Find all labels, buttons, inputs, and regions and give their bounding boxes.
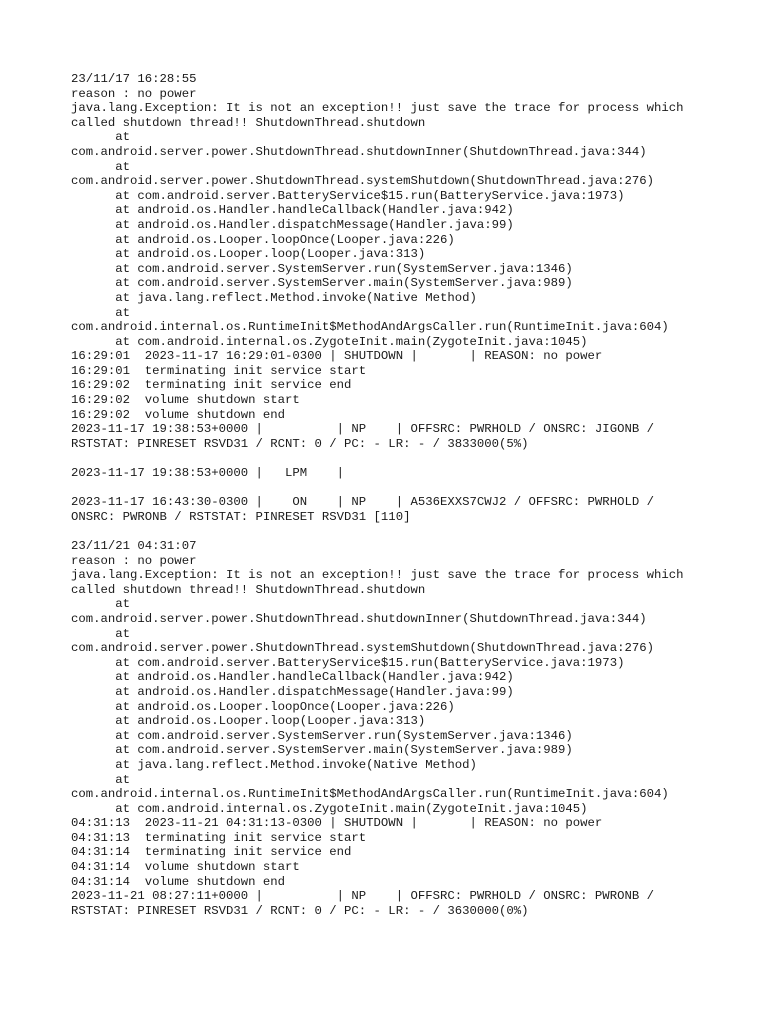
log-line: at android.os.Looper.loopOnce(Looper.java:226): [71, 232, 455, 247]
log-line: 23/11/21 04:31:07: [71, 539, 197, 553]
log-line: com.android.internal.os.RuntimeInit$MethodAndArgsCaller.run(RuntimeInit.java:604): [71, 787, 669, 802]
log-line: 2023-11-17 19:38:53+0000 | LPM |: [71, 466, 345, 481]
log-line: at com.android.internal.os.ZygoteInit.main(ZygoteInit.java:1045): [71, 801, 588, 816]
log-line: [71, 524, 751, 539]
log-line: 2023-11-21 08:27:11+0000 | | NP | OFFSRC: PWRHOLD / ONSRC: PWRONB /: [71, 889, 654, 904]
log-line: 16:29:02 volume shutdown start: [71, 393, 300, 408]
log-line: at com.android.server.SystemServer.main(SystemServer.java:989): [71, 276, 573, 291]
log-document: [71, 72, 751, 918]
log-line: com.android.server.power.ShutdownThread.shutdownInner(ShutdownThread.java:344): [71, 611, 647, 626]
log-line: at com.android.server.SystemServer.run(SystemServer.java:1346): [71, 261, 573, 276]
log-line: RSTSTAT: PINRESET RSVD31 / RCNT: 0 / PC: - LR: - / 3630000(0%): [71, 903, 529, 918]
log-line: at: [71, 626, 131, 641]
log-line: called shutdown thread!! ShutdownThread.shutdown: [71, 115, 426, 130]
log-line: 04:31:14 volume shutdown start: [71, 860, 300, 875]
log-line: [71, 481, 751, 496]
log-line: at com.android.server.BatteryService$15.run(BatteryService.java:1973): [71, 655, 625, 670]
log-line: 16:29:02 volume shutdown end: [71, 407, 286, 422]
log-line: RSTSTAT: PINRESET RSVD31 / RCNT: 0 / PC: - LR: - / 3833000(5%): [71, 436, 529, 451]
log-line: at android.os.Handler.handleCallback(Handler.java:942): [71, 203, 514, 218]
log-line: com.android.server.power.ShutdownThread.shutdownInner(ShutdownThread.java:344): [71, 144, 647, 159]
log-line: at java.lang.reflect.Method.invoke(Native Method): [71, 290, 477, 305]
log-line: at com.android.server.SystemServer.main(SystemServer.java:989): [71, 743, 573, 758]
log-line: 16:29:02 terminating init service end: [71, 378, 352, 393]
log-line: com.android.server.power.ShutdownThread.systemShutdown(ShutdownThread.java:276): [71, 174, 654, 189]
log-line: at: [71, 597, 131, 612]
log-line: at android.os.Looper.loop(Looper.java:313): [71, 714, 426, 729]
log-line: 16:29:01 2023-11-17 16:29:01-0300 | SHUTDOWN | | REASON: no power: [71, 349, 603, 364]
log-line: at android.os.Handler.dispatchMessage(Handler.java:99): [71, 217, 514, 232]
log-line: at: [71, 772, 131, 787]
log-line: 2023-11-17 19:38:53+0000 | | NP | OFFSRC: PWRHOLD / ONSRC: JIGONB /: [71, 422, 654, 437]
log-line: 04:31:13 terminating init service start: [71, 830, 367, 845]
log-line: at java.lang.reflect.Method.invoke(Native Method): [71, 757, 477, 772]
log-line: called shutdown thread!! ShutdownThread.shutdown: [71, 582, 426, 597]
log-line: at android.os.Handler.handleCallback(Handler.java:942): [71, 670, 514, 685]
log-line: 04:31:14 terminating init service end: [71, 845, 352, 860]
log-line: reason : no power: [71, 553, 197, 568]
log-line: 04:31:14 volume shutdown end: [71, 874, 286, 889]
log-line: at: [71, 130, 131, 145]
log-line: java.lang.Exception: It is not an exception!! just save the trace for process which: [71, 568, 684, 583]
log-line: ONSRC: PWRONB / RSTSTAT: PINRESET RSVD31 [110]: [71, 509, 411, 524]
log-line: at com.android.internal.os.ZygoteInit.main(ZygoteInit.java:1045): [71, 334, 588, 349]
log-line: 23/11/17 16:28:55: [71, 72, 197, 86]
log-line: [71, 451, 751, 466]
log-line: com.android.server.power.ShutdownThread.systemShutdown(ShutdownThread.java:276): [71, 641, 654, 656]
log-line: at: [71, 305, 131, 320]
log-line: 04:31:13 2023-11-21 04:31:13-0300 | SHUTDOWN | | REASON: no power: [71, 816, 603, 831]
log-line: reason : no power: [71, 86, 197, 101]
log-line: 16:29:01 terminating init service start: [71, 363, 367, 378]
log-line: at android.os.Handler.dispatchMessage(Handler.java:99): [71, 684, 514, 699]
log-line: 2023-11-17 16:43:30-0300 | ON | NP | A536EXXS7CWJ2 / OFFSRC: PWRHOLD /: [71, 495, 654, 510]
log-line: java.lang.Exception: It is not an exception!! just save the trace for process which: [71, 101, 684, 116]
log-line: com.android.internal.os.RuntimeInit$MethodAndArgsCaller.run(RuntimeInit.java:604): [71, 320, 669, 335]
log-line: at android.os.Looper.loop(Looper.java:313): [71, 247, 426, 262]
log-line: at com.android.server.BatteryService$15.run(BatteryService.java:1973): [71, 188, 625, 203]
log-line: at android.os.Looper.loopOnce(Looper.java:226): [71, 699, 455, 714]
log-line: at com.android.server.SystemServer.run(SystemServer.java:1346): [71, 728, 573, 743]
log-line: at: [71, 159, 131, 174]
